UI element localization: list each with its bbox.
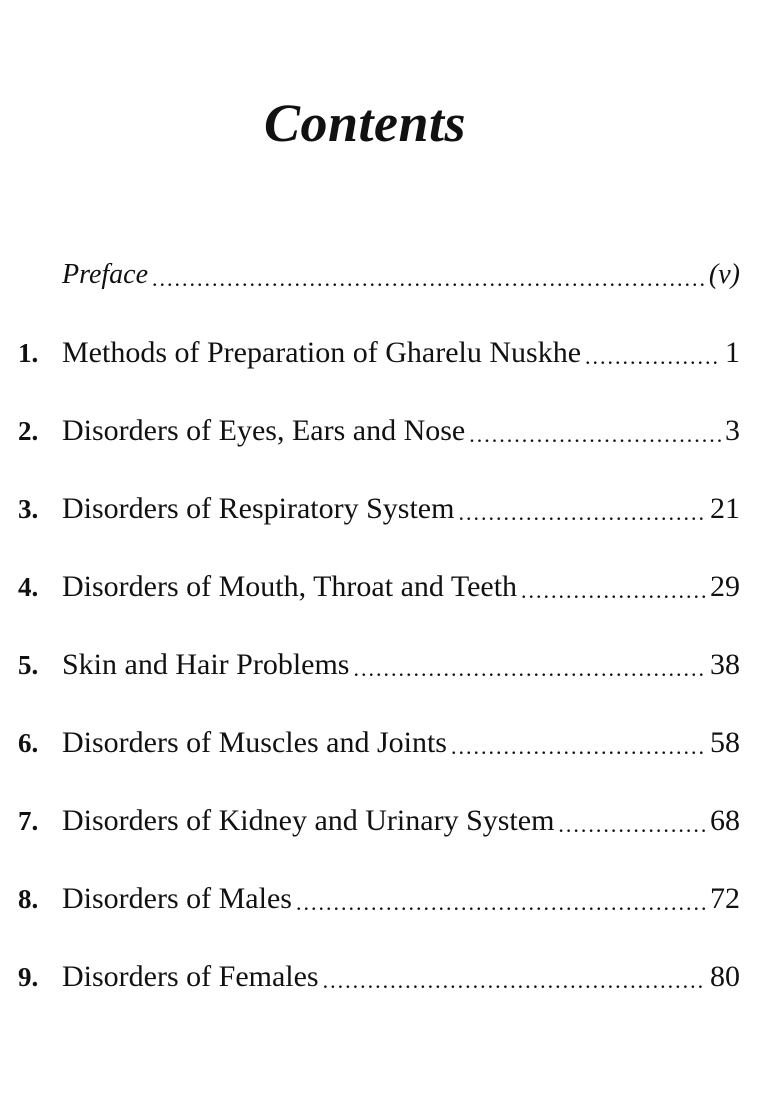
toc-entry-page: 3 bbox=[725, 414, 740, 447]
toc-leader-dots bbox=[323, 968, 706, 994]
toc-entry bbox=[18, 470, 740, 548]
toc-entry bbox=[18, 782, 740, 860]
toc-entry-number: 6. bbox=[18, 727, 39, 758]
toc-leader-dots bbox=[585, 344, 721, 370]
toc-entry-number: 1. bbox=[18, 337, 39, 368]
toc-entry-title: Disorders of Females bbox=[62, 960, 319, 993]
toc-leader-dots bbox=[451, 734, 706, 760]
toc-entry bbox=[18, 860, 740, 938]
toc-entry-title: Disorders of Eyes, Ears and Nose bbox=[62, 414, 466, 447]
toc-entry-title: Skin and Hair Problems bbox=[62, 648, 350, 681]
toc-entry-number: 5. bbox=[18, 649, 39, 680]
toc-entry bbox=[18, 314, 740, 392]
toc-entry bbox=[18, 392, 740, 470]
toc-entry-title: Disorders of Mouth, Throat and Teeth bbox=[62, 570, 518, 603]
toc-entry-page: 58 bbox=[710, 726, 740, 759]
toc-entry-number: 8. bbox=[18, 883, 39, 914]
toc-entry-title: Methods of Preparation of Gharelu Nuskhe bbox=[62, 336, 582, 369]
toc-entry-title: Disorders of Muscles and Joints bbox=[62, 726, 447, 759]
toc-entry-page: 72 bbox=[710, 882, 740, 915]
toc-entry-number: 3. bbox=[18, 493, 39, 524]
toc-entry-number: 4. bbox=[18, 571, 39, 602]
table-of-contents bbox=[18, 236, 740, 1016]
toc-entry-page: (v) bbox=[708, 259, 740, 290]
toc-entry-number: 9. bbox=[18, 961, 39, 992]
toc-entry-title: Disorders of Kidney and Urinary System bbox=[62, 804, 555, 837]
toc-leader-dots bbox=[152, 266, 705, 292]
toc-entry-number: 7. bbox=[18, 805, 39, 836]
toc-entry-page: 80 bbox=[710, 960, 740, 993]
toc-entry bbox=[18, 626, 740, 704]
toc-entry-title: Disorders of Males bbox=[62, 882, 292, 915]
toc-entry-number: 2. bbox=[18, 415, 39, 446]
toc-leader-dots bbox=[353, 656, 706, 682]
toc-entry-page: 29 bbox=[710, 570, 740, 603]
toc-entry-page: 1 bbox=[725, 336, 740, 369]
toc-entry bbox=[18, 548, 740, 626]
toc-leader-dots bbox=[558, 812, 706, 838]
toc-entry bbox=[18, 938, 740, 1016]
toc-entry-title: Disorders of Respiratory System bbox=[62, 492, 455, 525]
toc-entry-preface bbox=[18, 236, 740, 314]
page-title: Contents bbox=[263, 93, 467, 153]
toc-entry bbox=[18, 704, 740, 782]
toc-entry-title: Preface bbox=[62, 259, 149, 290]
toc-entry-page: 21 bbox=[710, 492, 740, 525]
toc-leader-dots bbox=[521, 578, 706, 604]
toc-entry-page: 38 bbox=[710, 648, 740, 681]
toc-leader-dots bbox=[296, 890, 706, 916]
toc-leader-dots bbox=[469, 422, 721, 448]
toc-entry-page: 68 bbox=[710, 804, 740, 837]
toc-leader-dots bbox=[458, 500, 706, 526]
